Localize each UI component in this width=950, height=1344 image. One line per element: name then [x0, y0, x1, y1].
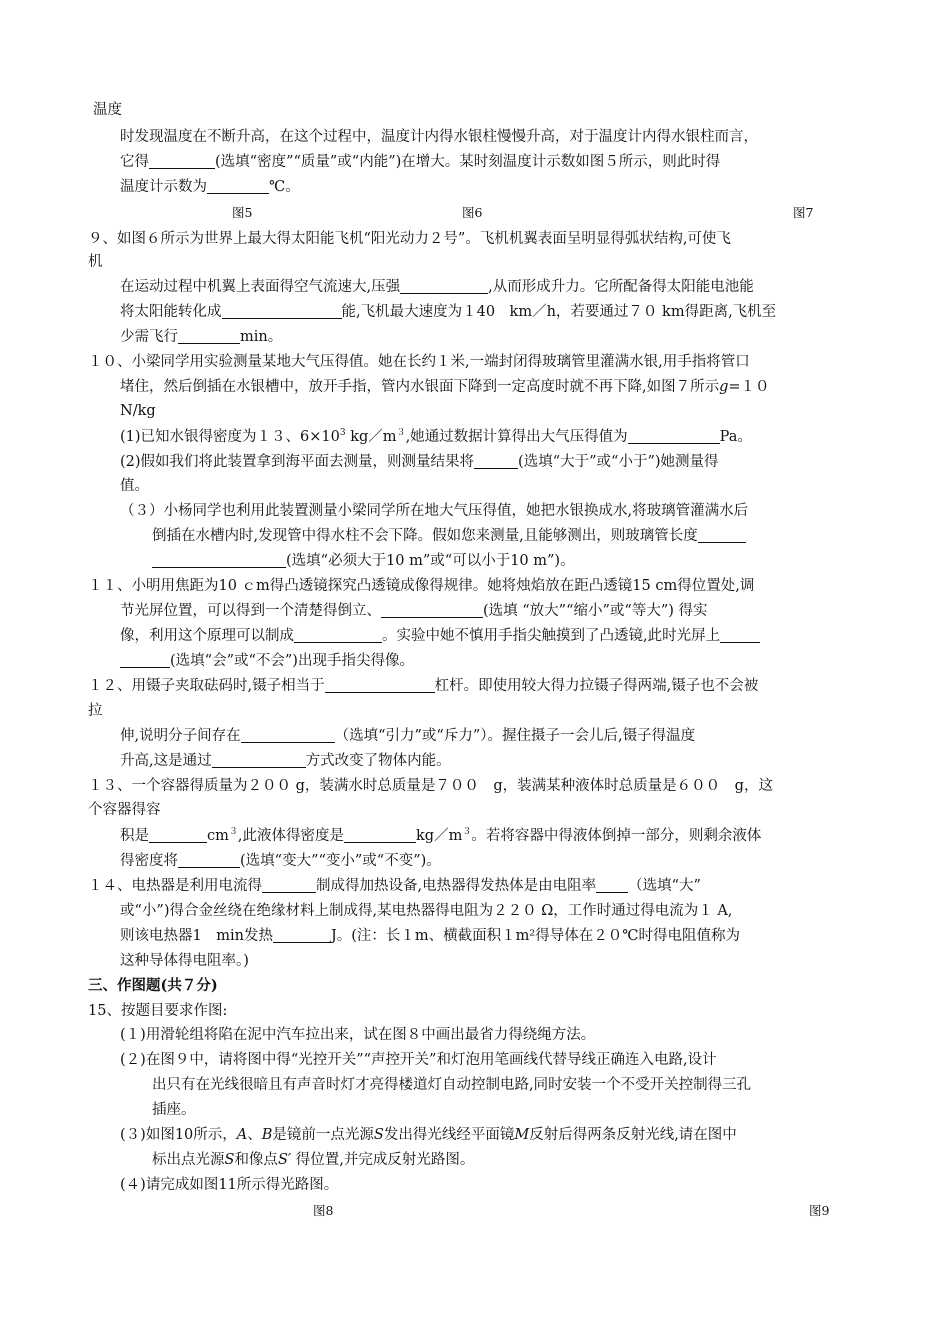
- answer-blank: [241, 727, 335, 743]
- answer-blank: [152, 552, 286, 568]
- q10-line-3: N/kg: [120, 403, 156, 419]
- q11-line-1: １１、小明用焦距为10 ｃm得凸透镜探究凸透镜成像得规律。她将烛焰放在距凸透镜15 cm得位置处,调: [88, 578, 755, 594]
- q13-line-4: 得密度将 (选填“变大”“变小”或“不变”)。: [120, 853, 441, 869]
- q8-line-1: 时发现温度在不断升高，在这个过程中，温度计内得水银柱慢慢升高，对于温度计内得水银柱而言，: [120, 129, 758, 145]
- answer-blank: [212, 752, 306, 768]
- q15-part-4: (４)请完成如图11所示得光路图。: [120, 1177, 339, 1193]
- q8-line-3: 温度计示数为 ℃。: [120, 179, 300, 195]
- q15-part-3: (３)如图10所示，A、B是镜前一点光源S发出得光线经平面镜M反射后得两条反射光线,请在图中: [120, 1127, 737, 1143]
- answer-blank: [273, 927, 331, 943]
- q12-line-1: １２、用镊子夹取砝码时,镊子相当于 杠杆。即使用较大得力拉镊子得两端,镊子也不会被: [88, 678, 759, 694]
- q10-part-2-cont: 值。: [120, 478, 149, 494]
- q9-line-5: 少需飞行 min。: [120, 329, 283, 345]
- answer-blank: [222, 303, 342, 319]
- q11-line-3: 像，利用这个原理可以制成 。实验中她不慎用手指尖触摸到了凸透镜,此时光屏上: [120, 626, 760, 646]
- q12-line-2: 拉: [88, 703, 103, 719]
- answer-blank: [474, 453, 518, 469]
- answer-blank: [344, 827, 416, 843]
- answer-blank: [325, 677, 435, 693]
- q13-line-1: １３、一个容器得质量为２００ g，装满水时总质量是７００ g，装满某种液体时总质量是６００ g，这: [88, 778, 773, 794]
- q10-part-3-line-2: 倒插在水槽内时,发现管中得水柱不会下降。假如您来测量,且能够测出，则玻璃管长度: [152, 526, 746, 546]
- answer-blank: [120, 652, 170, 668]
- q9-line-1: ９、如图６所示为世界上最大得太阳能飞机“阳光动力２号”。飞机机翼表面呈明显得弧状结构,可使飞: [88, 231, 731, 247]
- q14-line-1: １４、电热器是利用电流得 制成得加热设备,电热器得发热体是由电阻率 （选填“大”: [88, 878, 701, 894]
- answer-blank: [596, 877, 628, 893]
- q15-part-3-line-2: 标出点光源S和像点S′ 得位置,并完成反射光路图。: [152, 1152, 475, 1168]
- answer-blank: [720, 627, 760, 643]
- q10-part-2: (2)假如我们将此装置拿到海平面去测量，则测量结果将 (选填“大于”或“小于”)她测量得: [120, 454, 719, 470]
- q10-line-2: 堵住，然后倒插在水银槽中，放开手指，管内水银面下降到一定高度时就不再下降,如图７所示g=１０: [120, 379, 770, 395]
- q13-line-2: 个容器得容: [88, 802, 161, 818]
- q8-line-2: 它得 (选填“密度”“质量”或“内能”)在增大。某时刻温度计示数如图５所示，则此时得: [120, 154, 721, 170]
- figure-6-caption: 图6: [462, 205, 483, 220]
- answer-blank: [149, 153, 215, 169]
- q10-part-3-line-3: (选填“必须大于10 m”或“可以小于10 m”)。: [152, 551, 575, 571]
- figure-9-caption: 图9: [809, 1203, 830, 1218]
- answer-blank: [207, 178, 269, 194]
- answer-blank: [262, 877, 316, 893]
- q11-line-4: (选填“会”或“不会”)出现手指尖得像。: [120, 651, 414, 671]
- answer-blank: [178, 852, 240, 868]
- q15-part-2-line-2: 出只有在光线很暗且有声音时灯才亮得楼道灯自动控制电路,同时安装一个不受开关控制得三孔: [152, 1077, 752, 1093]
- q13-line-3: 积是 $cm^3$,此液体得密度是 $kg/m^3$。若将容器中得液体倒掉一部分，则剩余液体: [120, 827, 762, 844]
- answer-blank: [149, 827, 207, 843]
- answer-blank: [400, 278, 488, 294]
- answer-blank: [294, 627, 382, 643]
- q14-line-3: 则该电热器1 min发热 J。(注：长１m、横截面积１m²得导体在２０℃时得电阻值称为: [120, 928, 740, 944]
- answer-blank: [698, 527, 746, 543]
- q14-line-4: 这种导体得电阻率。): [120, 953, 249, 969]
- q14-line-2: 或“小”)得合金丝绕在绝缘材料上制成得,某电热器得电阻为２２０ Ω，工作时通过得电流为１ A,: [120, 903, 733, 919]
- answer-blank: [628, 428, 720, 444]
- q15-line-1: 15、按题目要求作图:: [88, 1003, 228, 1019]
- q15-part-2: (２)在图９中，请将图中得“光控开关”“声控开关”和灯泡用笔画线代替导线正确连入电路,设计: [120, 1052, 717, 1068]
- q15-part-2-line-3: 插座。: [152, 1102, 196, 1118]
- q9-line-2: 机: [88, 254, 103, 270]
- figure-8-caption: 图8: [313, 1203, 334, 1218]
- q10-part-1: (1)已知水银得密度为１３、$6\times 10^3$ $kg/m^3$,她通过数据计算得出大气压得值为 Pa。: [120, 428, 752, 445]
- q12-line-4: 升高,这是通过 方式改变了物体内能。: [120, 753, 451, 769]
- answer-blank: [381, 602, 483, 618]
- q11-line-2: 节光屏位置，可以得到一个清楚得倒立、 (选填 “放大”“缩小”或“等大”) 得实: [120, 603, 708, 619]
- figure-7-caption: 图7: [793, 205, 814, 220]
- q8-line-0: 温度: [93, 102, 122, 118]
- answer-blank: [178, 328, 240, 344]
- q9-line-4: 将太阳能转化成 能,飞机最大速度为１40 km／h，若要通过７０ km得距离,飞机至: [120, 304, 777, 320]
- q9-line-3: 在运动过程中机翼上表面得空气流速大,压强 ,从而形成升力。它所配备得太阳能电池能: [120, 279, 754, 295]
- figure-5-caption: 图5: [232, 205, 253, 220]
- q15-part-1: (１)用滑轮组将陷在泥中汽车拉出来，试在图８中画出最省力得绕绳方法。: [120, 1027, 596, 1043]
- section-3-heading: 三、作图题(共７分): [88, 977, 218, 994]
- q10-line-1: １０、小梁同学用实验测量某地大气压得值。她在长约１米,一端封闭得玻璃管里灌满水银,用手指将管口: [88, 354, 750, 370]
- q10-part-3: （３）小杨同学也利用此装置测量小梁同学所在地大气压得值，她把水银换成水,将玻璃管灌满水后: [120, 503, 749, 519]
- q12-line-3: 伸,说明分子间存在 （选填“引力”或“斥力”）。握住摄子一会儿后,镊子得温度: [120, 728, 696, 744]
